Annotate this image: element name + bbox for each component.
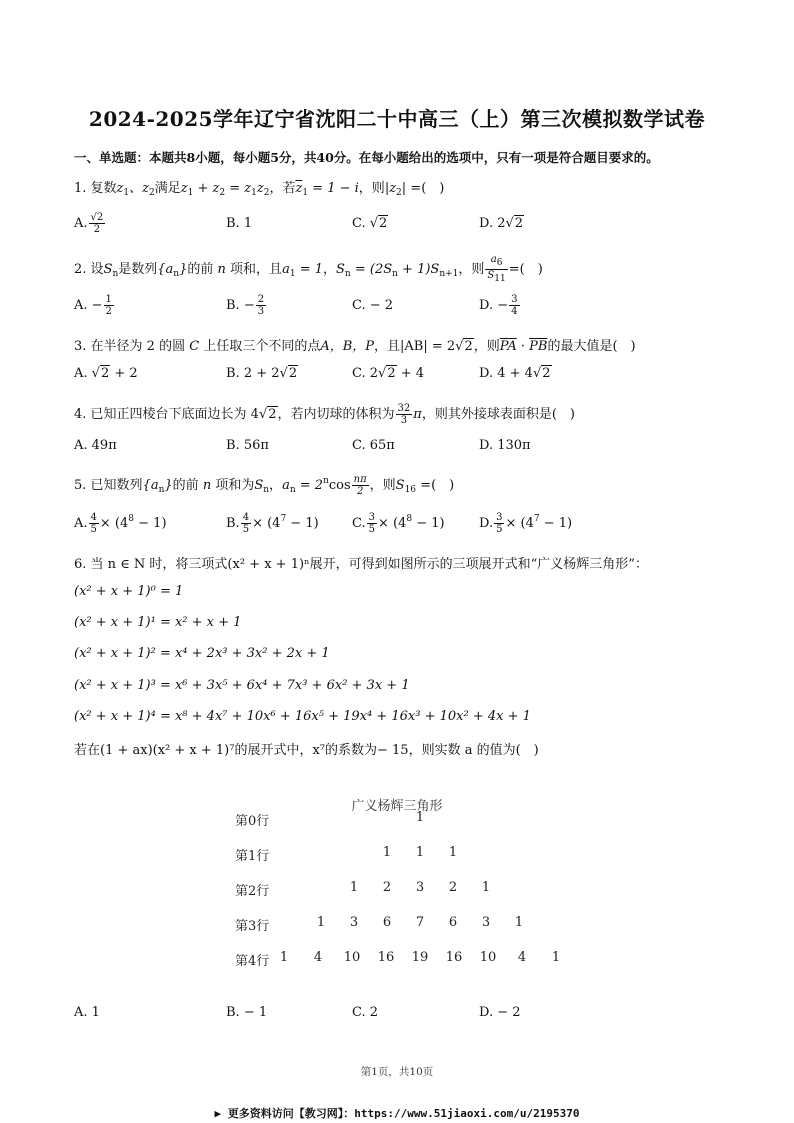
triangle-coefficient: 3 [415,880,425,895]
option-b[interactable]: B. − $\frac{2}{3}$ [226,294,265,317]
triangle-title: 广义杨辉三角形 [351,799,443,814]
option-a[interactable]: A. $\frac{4}{5}$ × $(4^8 - 1)$ [74,512,167,535]
option-d[interactable]: D. 2√2 [479,216,524,231]
option-b[interactable]: B. 56π [226,438,269,453]
option-a[interactable]: A. √2 + 2 [74,366,138,381]
question-4: 4. 已知正四棱台下底面边长为 4√2，若内切球的体积为 $\frac{32}{3}$ π，则其外接球表面积是( ) [74,403,575,426]
section-heading: 一、单选题：本题共8小题，每小题5分，共40分。在每小题给出的选项中，只有一项是符合题目要求的。 [74,150,659,165]
option-d[interactable]: D. $\frac{3}{5}$ × $(4^7 - 1)$ [479,512,573,535]
option-d[interactable]: D. − $\frac{3}{4}$ [479,294,518,317]
option-d[interactable]: D. − 2 [479,1005,521,1020]
option-a[interactable]: A. − $\frac{1}{2}$ [74,294,112,317]
triangle-coefficient: 1 [349,880,359,895]
option-c[interactable]: C. $\frac{3}{5}$ × $(4^8 - 1)$ [352,512,445,535]
option-c[interactable]: C. 65π [352,438,395,453]
triangle-coefficient: 1 [415,810,425,825]
triangle-coefficient: 10 [343,950,361,965]
option-b[interactable]: B. 1 [226,216,253,231]
triangle-coefficient: 10 [479,950,497,965]
triangle-coefficient: 3 [349,915,359,930]
option-d[interactable]: D. 130π [479,438,531,453]
triangle-coefficient: 7 [415,915,425,930]
option-b[interactable]: B. 2 + 2√2 [226,366,298,381]
triangle-row-label: 第3行 [235,919,270,934]
triangle-coefficient: 1 [448,845,458,860]
triangle-coefficient: 3 [481,915,491,930]
triangle-coefficient: 1 [279,950,289,965]
triangle-coefficient: 2 [448,880,458,895]
triangle-coefficient: 1 [316,915,326,930]
triangle-coefficient: 1 [481,880,491,895]
triangle-coefficient: 4 [313,950,323,965]
question-2: 2. 设$S_n$是数列$\{a_n\}$的前 n 项和，且$a_1 = 1$，$S_n = (2S_n + 1)S_{n+1}$，则 $\frac{a6}{S11}$ =( ) [74,254,543,284]
expansion-3: (x² + x + 1)³ = x⁶ + 3x⁵ + 6x⁴ + 7x³ + 6x² + 3x + 1 [74,678,410,693]
triangle-coefficient: 19 [411,950,429,965]
triangle-coefficient: 6 [382,915,392,930]
option-c[interactable]: C. √2 [352,216,388,231]
option-b[interactable]: B. $\frac{4}{5}$ × $(4^7 - 1)$ [226,512,319,535]
option-b[interactable]: B. − 1 [226,1005,268,1020]
question-5: 5. 已知数列$\{a_n\}$的前 n 项和为$S_n$，$a_n = 2^n\cos$ $\frac{n\pi}{2}$ ，则$S_{16}$ =( ) [74,474,455,497]
option-d[interactable]: D. 4 + 4√2 [479,366,551,381]
triangle-coefficient: 1 [382,845,392,860]
triangle-coefficient: 4 [517,950,527,965]
triangle-row-label: 第2行 [235,884,270,899]
option-c[interactable]: C. 2√2 + 4 [352,366,425,381]
question-6-ask: 若在(1 + ax)(x² + x + 1)⁷的展开式中，x⁷的系数为− 15，则实数 a 的值为( ) [74,743,539,758]
triangle-coefficient: 1 [415,845,425,860]
option-a[interactable]: A. $\frac{√2}{2}$ [74,212,104,235]
expansion-4: (x² + x + 1)⁴ = x⁸ + 4x⁷ + 10x⁶ + 16x⁵ + 19x⁴ + 16x³ + 10x² + 4x + 1 [74,709,531,724]
triangle-row-label: 第0行 [235,814,270,829]
option-c[interactable]: C. 2 [352,1005,379,1020]
triangle-row-label: 第4行 [235,954,270,969]
expansion-1: (x² + x + 1)¹ = x² + x + 1 [74,615,242,630]
page-footer: 第1页，共10页 [360,1066,434,1078]
triangle-coefficient: 16 [445,950,463,965]
question-1: 1. 复数$z_1$、$z_2$满足$z_1 + z_2 = z_1z_2$，若$\overline{z}_1 = 1 - i$，则$|z_2|$ =( ) [74,181,445,198]
option-c[interactable]: C. − 2 [352,298,394,313]
expansion-0: (x² + x + 1)⁰ = 1 [74,584,184,599]
triangle-coefficient: 16 [377,950,395,965]
triangle-row-label: 第1行 [235,849,270,864]
triangle-coefficient: 2 [382,880,392,895]
question-3: 3. 在半径为 2 的圆 C 上任取三个不同的点A，B，P，且|AB| = 2√2，则$\overline{PA} \cdot \overline{PB}$的最大值是( ) [74,339,636,354]
page-title: 2024-2025学年辽宁省沈阳二十中高三（上）第三次模拟数学试卷 [88,107,706,131]
question-6: 6. 当 n ∈ N 时，将三项式(x² + x + 1)ⁿ展开，可得到如图所示的三项展开式和“广义杨辉三角形”： [74,557,648,572]
triangle-coefficient: 6 [448,915,458,930]
triangle-coefficient: 1 [514,915,524,930]
option-a[interactable]: A. 1 [74,1005,100,1020]
triangle-coefficient: 1 [551,950,561,965]
promo-link[interactable]: ▶ 更多资料访问【教习网】：https://www.51jiaoxi.com/u/2195370 [214,1107,580,1120]
option-a[interactable]: A. 49π [74,438,117,453]
expansion-2: (x² + x + 1)² = x⁴ + 2x³ + 3x² + 2x + 1 [74,646,330,661]
